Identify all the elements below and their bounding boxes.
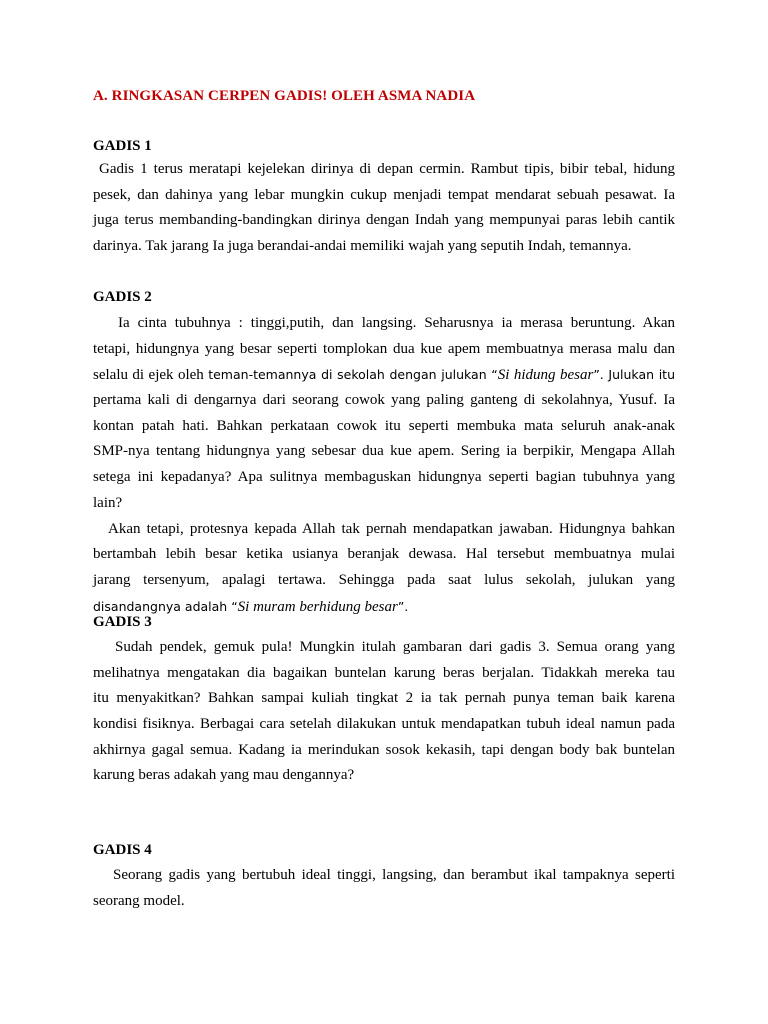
- line-text: selalu di ejek oleh: [93, 367, 209, 384]
- paragraph-line: pertama kali di dengarnya dari seorang cowok yang paling ganteng di sekolahnya, Yusuf. Ia: [93, 392, 675, 409]
- paragraph-line: kondisi fisiknya. Berbagai cara setelah dilakukan untuk mendapatkan tubuh ideal namun pada: [93, 716, 675, 733]
- section-heading-gadis-1: GADIS 1: [93, 138, 152, 154]
- paragraph-line: SMP-nya tentang hidungnya yang sebesar dua kue apem. Sering ia berpikir, Mengapa Allah: [93, 443, 675, 460]
- line-text-sans: ”. Julukan itu: [593, 367, 675, 383]
- section-body-gadis-3: [93, 635, 675, 789]
- paragraph-line: darinya. Tak jarang Ia juga berandai-andai memiliki wajah yang seputih Indah, temannya.: [93, 238, 632, 255]
- paragraph-line: karung beras adakah yang mau dengannya?: [93, 767, 355, 784]
- paragraph-line: [93, 362, 675, 388]
- paragraph-line: Akan tetapi, protesnya kepada Allah tak pernah mendapatkan jawaban. Hidungnya bahkan: [108, 520, 675, 537]
- paragraph-line: Ia cinta tubuhnya : tinggi,putih, dan langsing. Seharusnya ia merasa beruntung. Akan: [118, 315, 675, 331]
- section-heading-gadis-4: GADIS 4: [93, 842, 152, 858]
- paragraph-line: setega ini kepadanya? Apa sulitnya membaguskan hidungnya seperti bagian tubuhnya yang: [93, 469, 675, 486]
- paragraph-line: tetapi, hidungnya yang besar seperti tomplokan dua kue apem membuatnya merasa malu dan: [93, 340, 675, 357]
- paragraph-line: [93, 594, 675, 620]
- line-text-sans: disandangnya adalah “: [93, 598, 238, 614]
- paragraph-line: lain?: [93, 494, 123, 511]
- paragraph-line: Sudah pendek, gemuk pula! Mungkin itulah gambaran dari gadis 3. Semua orang yang: [115, 639, 675, 655]
- paragraph-line: juga terus membanding-bandingkan dirinya dengan Indah yang mempunyai paras lebih cantik: [93, 212, 675, 229]
- section-body-gadis-2: [93, 311, 675, 619]
- paragraph-line: akhirnya gagal semua. Kadang ia merindukan sosok kekasih, tapi dengan body bak buntelan: [93, 741, 675, 758]
- nickname-italic: Si muram berhidung besar: [237, 598, 398, 615]
- paragraph-line: Gadis 1 terus meratapi kejelekan dirinya di depan cermin. Rambut tipis, bibir tebal, hidung: [99, 161, 675, 177]
- paragraph-line: itu menyakitkan? Bahkan sampai kuliah tingkat 2 ia tak pernah punya teman baik karena: [93, 690, 675, 707]
- document-title: A. RINGKASAN CERPEN GADIS! OLEH ASMA NADIA: [93, 88, 476, 104]
- line-text-sans: teman-temannya di sekolah dengan julukan “: [208, 367, 498, 383]
- paragraph-line: bertambah lebih besar ketika usianya beranjak dewasa. Hal tersebut membuatnya mulai: [93, 546, 675, 563]
- section-body-gadis-1: [93, 157, 675, 260]
- paragraph-line: melihatnya mengatakan dia bagaikan buntelan karung beras berjalan. Tidakkah mereka tau: [93, 664, 675, 681]
- paragraph-line: jarang tersenyum, apalagi tertawa. Sehingga pada saat lulus sekolah, julukan yang: [93, 571, 675, 588]
- nickname-italic: Si hidung besar: [497, 367, 594, 384]
- section-heading-gadis-2: GADIS 2: [93, 289, 152, 305]
- section-heading-gadis-3: GADIS 3: [93, 614, 152, 630]
- paragraph-line: seorang model.: [93, 892, 185, 909]
- line-text-sans: ”.: [397, 598, 409, 614]
- paragraph-line: kontan patah hati. Bahkan perkataan cowok itu seperti membuka mata seluruh anak-anak: [93, 417, 675, 434]
- section-body-gadis-4: [93, 863, 675, 914]
- paragraph-line: Seorang gadis yang bertubuh ideal tinggi, langsing, dan berambut ikal tampaknya seperti: [113, 867, 675, 883]
- paragraph-line: pesek, dan dahinya yang lebar mungkin cukup menjadi tempat mendarat sebuah pesawat. Ia: [93, 186, 675, 203]
